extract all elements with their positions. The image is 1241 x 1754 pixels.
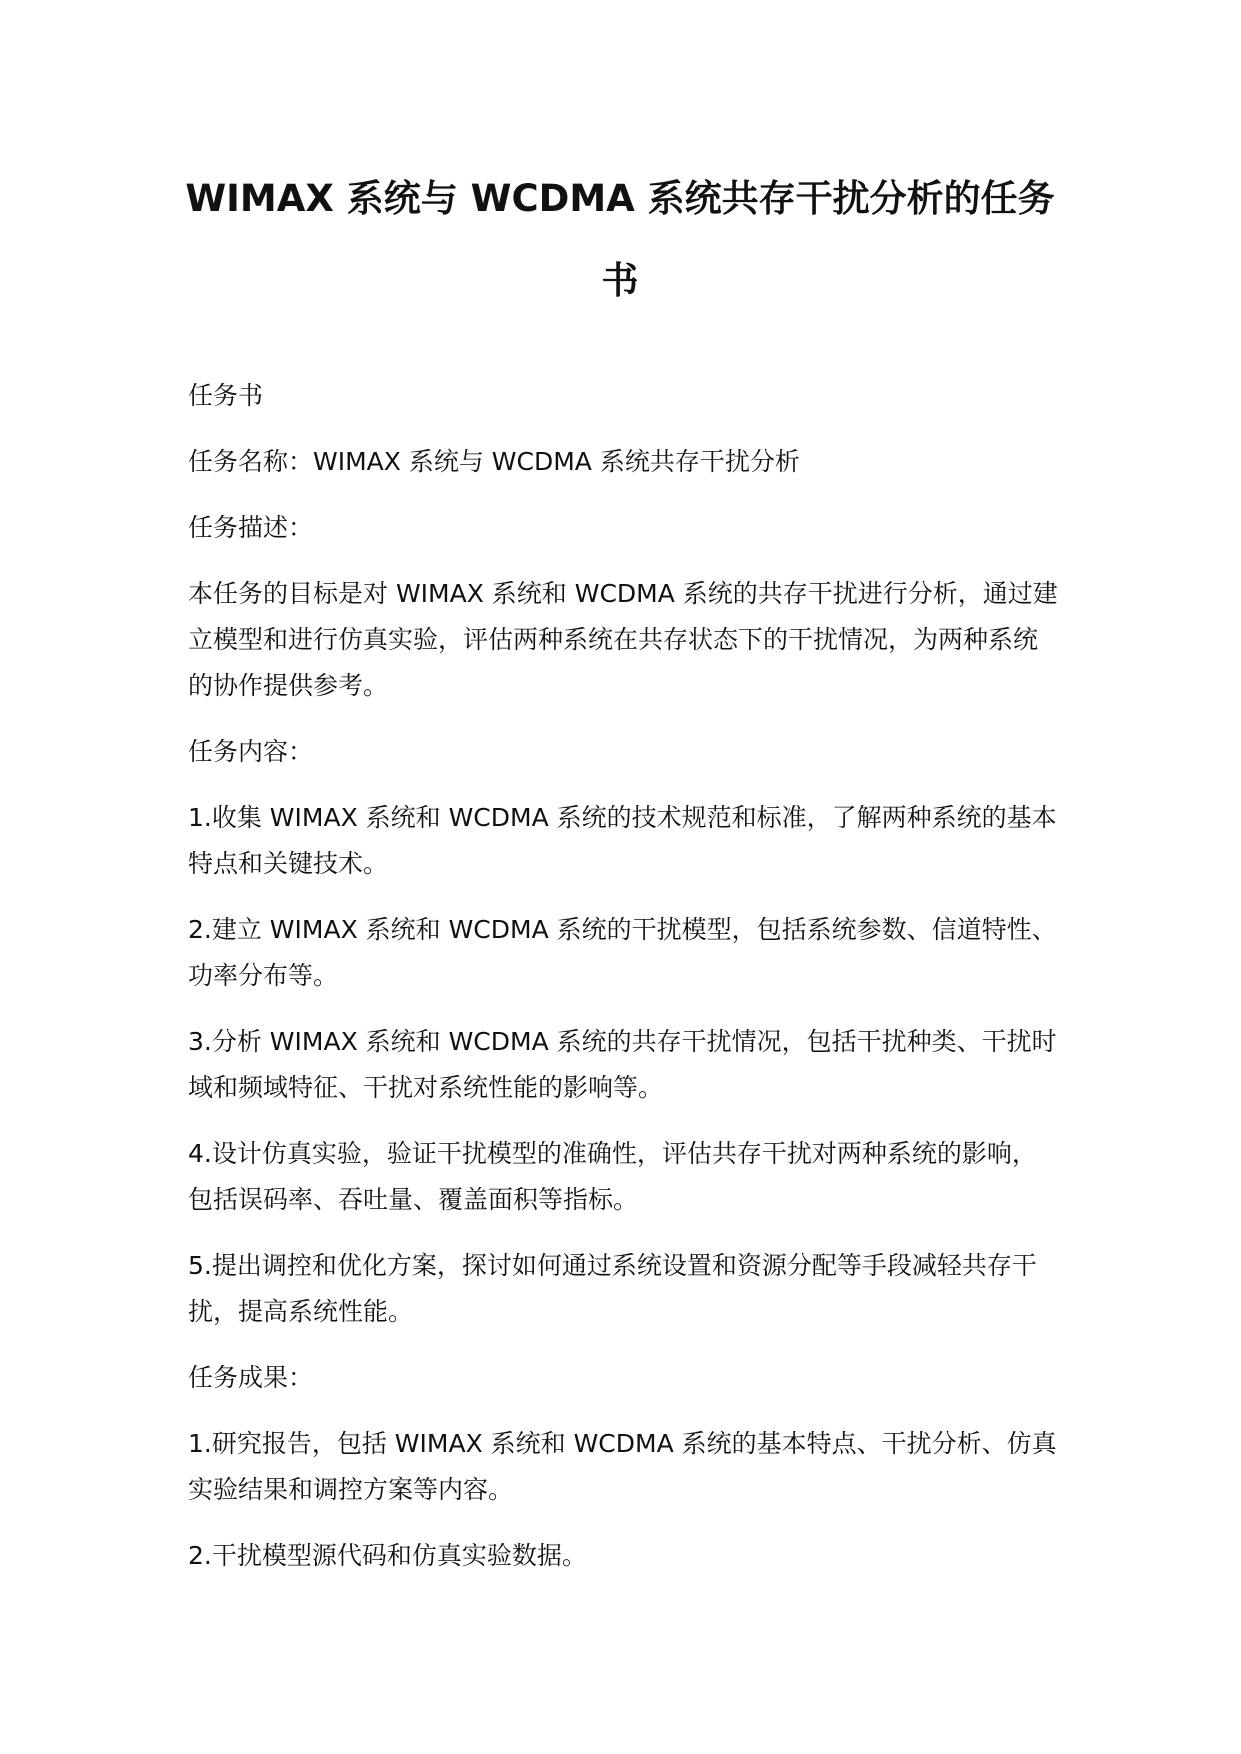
document-title: WIMAX 系统与 WCDMA 系统共存干扰分析的任务书 bbox=[185, 177, 1055, 302]
section-heading-content: 任务内容： bbox=[188, 737, 314, 766]
section-heading-task-book: 任务书 bbox=[188, 381, 264, 410]
section-heading-description: 任务描述： bbox=[188, 513, 314, 542]
document-body bbox=[188, 373, 1058, 1599]
result-item-2: 2.干扰模型源代码和仿真实验数据。 bbox=[188, 1541, 587, 1570]
content-item-5: 5.提出调控和优化方案，探讨如何通过系统设置和资源分配等手段减轻共存干扰，提高系统性能。 bbox=[188, 1251, 1037, 1326]
content-item-2: 2.建立 WIMAX 系统和 WCDMA 系统的干扰模型，包括系统参数、信道特性、功率分布等。 bbox=[188, 915, 1057, 990]
section-heading-results: 任务成果： bbox=[188, 1363, 314, 1392]
task-description-text: 本任务的目标是对 WIMAX 系统和 WCDMA 系统的共存干扰进行分析，通过建立模型和进行仿真实验，评估两种系统在共存状态下的干扰情况，为两种系统的协作提供参考。 bbox=[188, 579, 1058, 700]
content-item-1: 1.收集 WIMAX 系统和 WCDMA 系统的技术规范和标准，了解两种系统的基本特点和关键技术。 bbox=[188, 803, 1057, 878]
content-item-3: 3.分析 WIMAX 系统和 WCDMA 系统的共存干扰情况，包括干扰种类、干扰时域和频域特征、干扰对系统性能的影响等。 bbox=[188, 1027, 1057, 1102]
result-item-1: 1.研究报告，包括 WIMAX 系统和 WCDMA 系统的基本特点、干扰分析、仿真实验结果和调控方案等内容。 bbox=[188, 1429, 1057, 1504]
task-name: 任务名称：WIMAX 系统与 WCDMA 系统共存干扰分析 bbox=[188, 447, 800, 476]
content-item-4: 4.设计仿真实验，验证干扰模型的准确性，评估共存干扰对两种系统的影响，包括误码率、吞吐量、覆盖面积等指标。 bbox=[188, 1139, 1037, 1214]
